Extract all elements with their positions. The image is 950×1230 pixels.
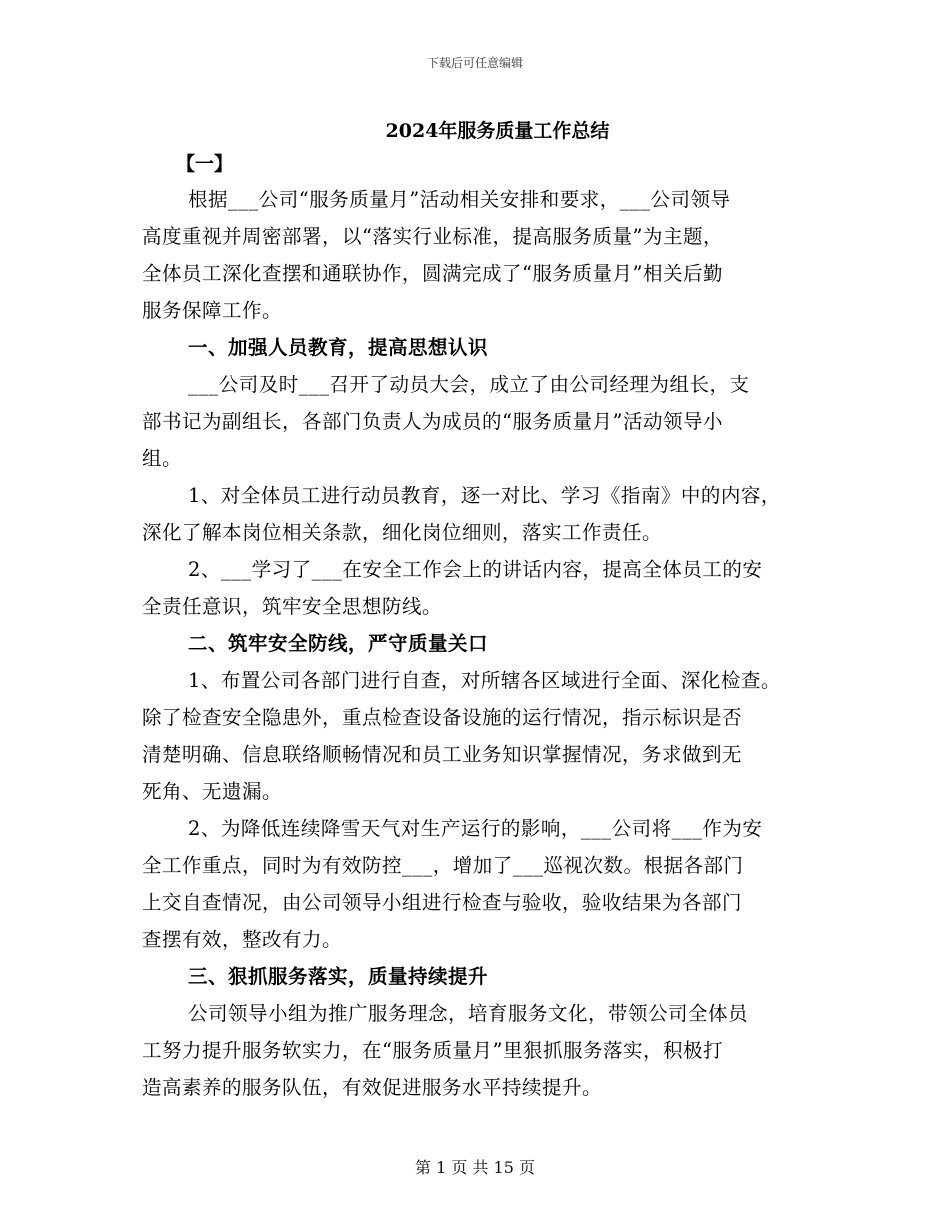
body-line: 2、为降低连续降雪天气对生产运行的影响，___公司将___作为安 xyxy=(188,817,763,840)
body-line: 死角、无遗漏。 xyxy=(142,780,283,803)
body-line: 高度重视并周密部署，以“落实行业标准，提高服务质量”为主题， xyxy=(142,225,723,248)
body-line: 全责任意识，筑牢安全思想防线。 xyxy=(142,595,443,618)
document-title: 2024年服务质量工作总结 xyxy=(385,120,610,142)
body-line: 全体员工深化查摆和通联协作，圆满完成了“服务质量月”相关后勤 xyxy=(142,262,723,285)
body-line: 部书记为副组长，各部门负责人为成员的“服务质量月”活动领导小 xyxy=(142,410,723,433)
body-line: 工努力提升服务软实力，在“服务质量月”里狠抓服务落实，积极打 xyxy=(142,1039,723,1062)
body-line: 2、___学习了___在安全工作会上的讲话内容，提高全体员工的安 xyxy=(188,558,763,581)
body-line: 公司领导小组为推广服务理念，培育服务文化，带领公司全体员 xyxy=(188,1002,749,1025)
document-body xyxy=(142,181,822,1106)
section-heading: 三、狠抓服务落实，质量持续提升 xyxy=(188,965,489,988)
section-heading: 一、加强人员教育，提高思想认识 xyxy=(188,336,489,359)
body-line: ___公司及时___召开了动员大会，成立了由公司经理为组长，支 xyxy=(188,373,750,396)
body-line: 1、布置公司各部门进行自查，对所辖各区域进行全面、深化检查。 xyxy=(188,669,781,692)
body-line: 清楚明确、信息联络顺畅情况和员工业务知识掌握情况，务求做到无 xyxy=(142,743,743,766)
header-note: 下载后可任意编辑 xyxy=(426,56,523,70)
body-line: 服务保障工作。 xyxy=(142,299,283,322)
body-line: 造高素养的服务队伍，有效促进服务水平持续提升。 xyxy=(142,1076,603,1099)
section-marker: 【一】 xyxy=(176,153,234,175)
body-line: 上交自查情况，由公司领导小组进行检查与验收，验收结果为各部门 xyxy=(142,891,743,914)
body-line: 查摆有效，整改有力。 xyxy=(142,928,343,951)
body-line: 1、对全体员工进行动员教育，逐一对比、学习《指南》中的内容， xyxy=(188,484,781,507)
body-line: 组。 xyxy=(142,447,183,470)
body-line: 根据___公司“服务质量月”活动相关安排和要求，___公司领导 xyxy=(188,188,731,211)
body-line: 全工作重点，同时为有效防控___，增加了___巡视次数。根据各部门 xyxy=(142,854,744,877)
body-line: 深化了解本岗位相关条款，细化岗位细则，落实工作责任。 xyxy=(142,521,663,544)
page-number: 第 1 页 共 15 页 xyxy=(415,1158,535,1177)
body-line: 除了检查安全隐患外，重点检查设备设施的运行情况，指示标识是否 xyxy=(142,706,743,729)
section-heading: 二、筑牢安全防线，严守质量关口 xyxy=(188,632,489,655)
